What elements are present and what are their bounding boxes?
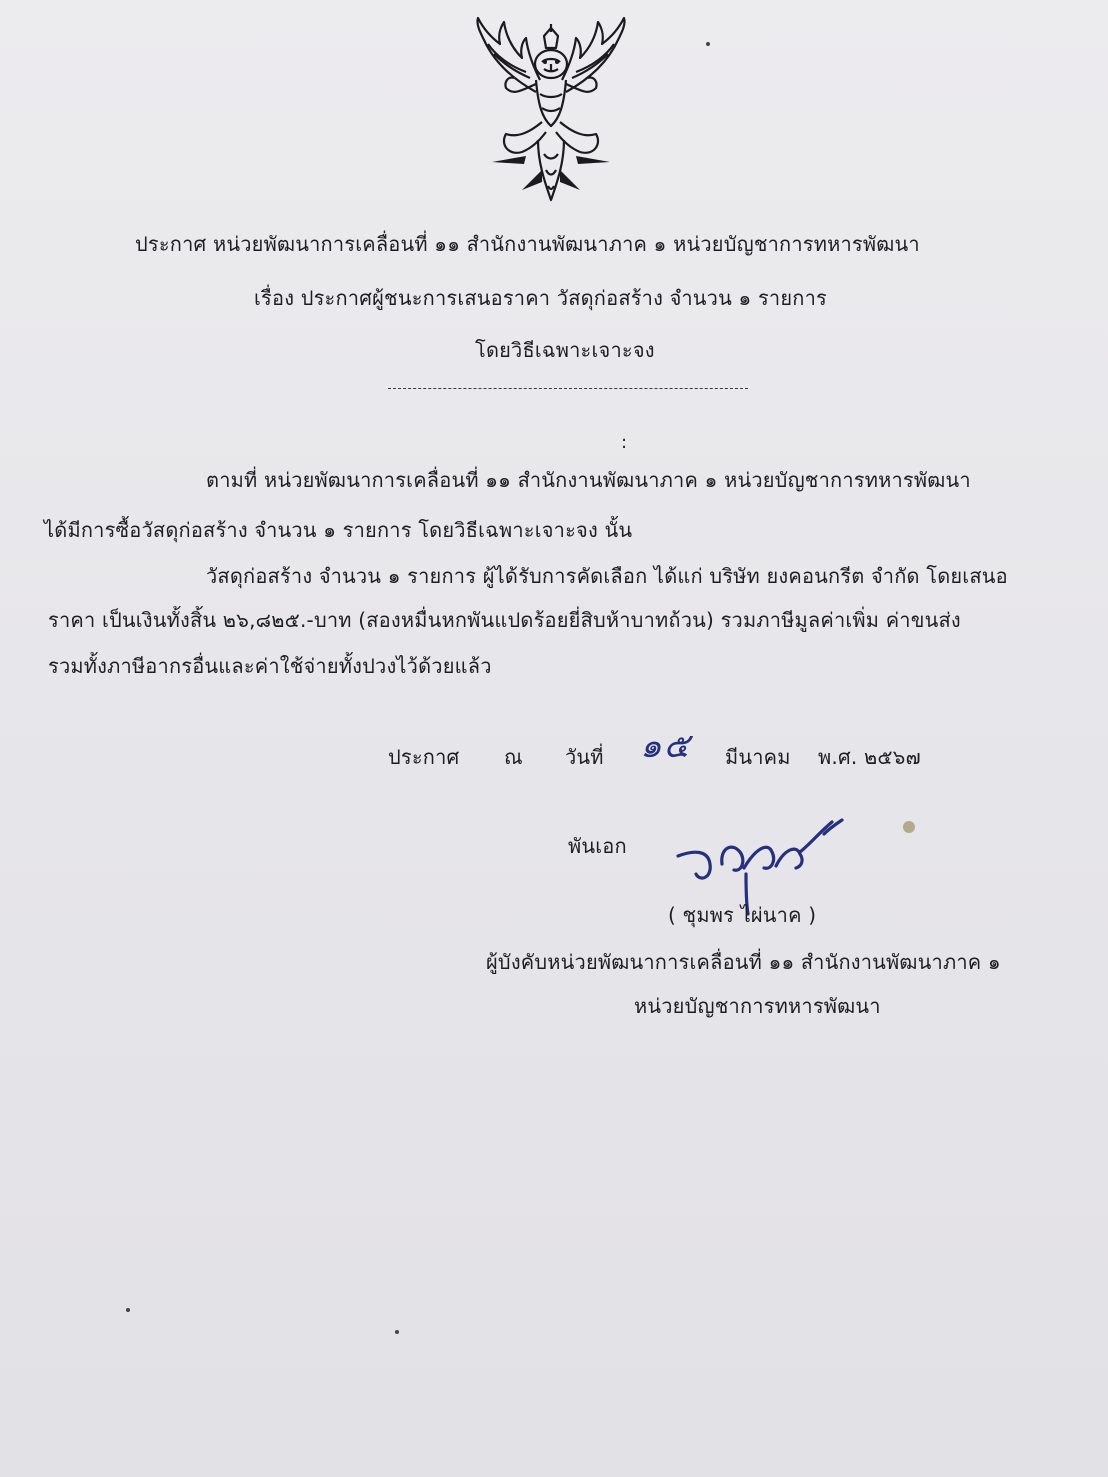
divider-mark: :	[621, 432, 628, 453]
date-na: ณ	[504, 745, 523, 769]
date-prakat: ประกาศ	[388, 745, 460, 769]
header-divider	[388, 388, 748, 389]
paragraph-2-line-3: รวมทั้งภาษีอากรอื่นและค่าใช้จ่ายทั้งปวงไว้ด้วยแล้ว	[48, 654, 492, 678]
paper-speck	[395, 1330, 399, 1334]
date-year: พ.ศ. ๒๕๖๗	[818, 745, 921, 769]
paragraph-1-line-2: ได้มีการซื้อวัสดุก่อสร้าง จำนวน ๑ รายการ โดยวิธีเฉพาะเจาะจง นั้น	[44, 518, 633, 542]
signatory-name: ( ชุมพร ไผ่นาค )	[668, 903, 817, 927]
date-wanthi: วันที่	[565, 745, 604, 769]
announcement-subject: เรื่อง ประกาศผู้ชนะการเสนอราคา วัสดุก่อสร้าง จำนวน ๑ รายการ	[254, 286, 827, 310]
procurement-method: โดยวิธีเฉพาะเจาะจง	[475, 338, 655, 362]
paper-speck	[706, 42, 710, 46]
date-month: มีนาคม	[725, 745, 791, 769]
signatory-position-line-2: หน่วยบัญชาการทหารพัฒนา	[634, 994, 881, 1018]
paper-speck	[126, 1308, 130, 1312]
garuda-emblem-icon	[466, 14, 636, 206]
handwritten-day: ๑๕	[640, 726, 692, 766]
signatory-position-line-1: ผู้บังคับหน่วยพัฒนาการเคลื่อนที่ ๑๑ สำนักงานพัฒนาภาค ๑	[486, 950, 1001, 974]
announcement-title: ประกาศ หน่วยพัฒนาการเคลื่อนที่ ๑๑ สำนักงานพัฒนาภาค ๑ หน่วยบัญชาการทหารพัฒนา	[135, 232, 920, 256]
paragraph-1-line-1: ตามที่ หน่วยพัฒนาการเคลื่อนที่ ๑๑ สำนักงานพัฒนาภาค ๑ หน่วยบัญชาการทหารพัฒนา	[206, 468, 971, 492]
paragraph-2-line-1: วัสดุก่อสร้าง จำนวน ๑ รายการ ผู้ได้รับการคัดเลือก ได้แก่ บริษัท ยงคอนกรีต จำกัด โดยเสนอ	[206, 564, 1008, 588]
paper-stain	[903, 821, 915, 833]
signatory-rank: พันเอก	[568, 834, 627, 858]
paragraph-2-line-2: ราคา เป็นเงินทั้งสิ้น ๒๖,๘๒๕.-บาท (สองหมื่นหกพันแปดร้อยยี่สิบห้าบาทถ้วน) รวมภาษีมูลค่าเพิ่ม ค่าขนส่ง	[48, 608, 961, 632]
